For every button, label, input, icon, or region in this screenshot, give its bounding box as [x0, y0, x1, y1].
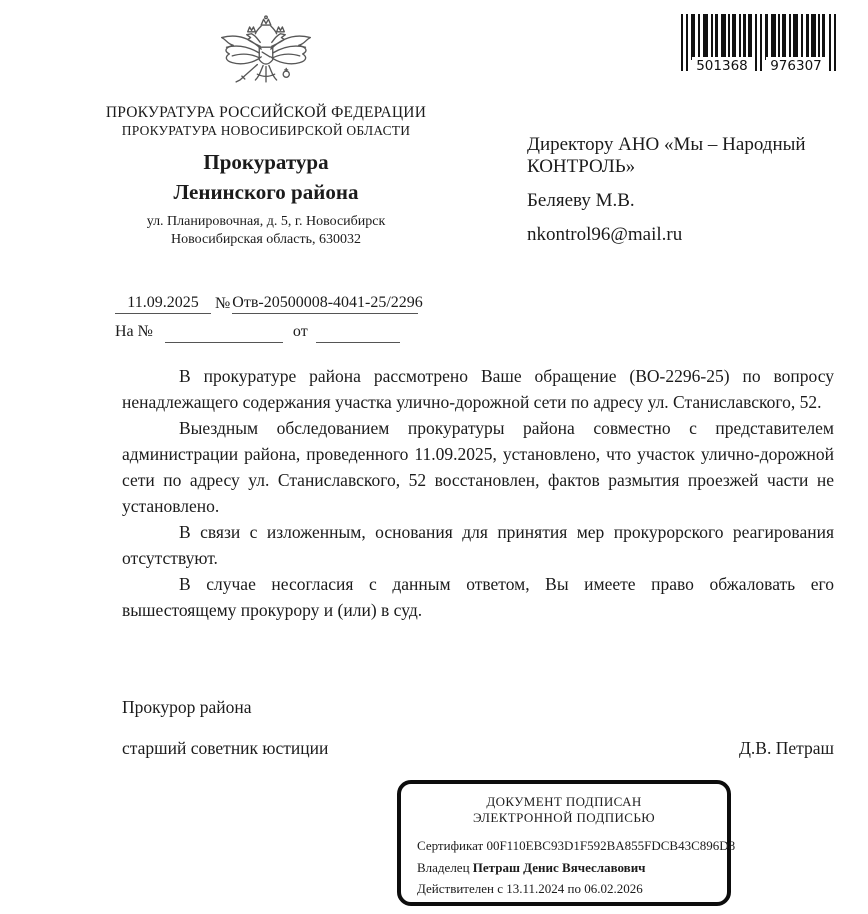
letter-body: [122, 363, 834, 623]
electronic-signature-stamp: [397, 780, 736, 906]
body-paragraph-2: Выездным обследованием прокуратуры района совместно с представителем администрации района, проведенного 11.09.2025, установлено, что участок улично-дорожной сети по адресу ул. Станиславского, 52 восстановлен, фактов размытия проезжей части не установлено.: [122, 418, 834, 516]
reference-block: [115, 294, 445, 343]
document-number: Отв-20500008-4041-25/2296: [232, 294, 418, 314]
stamp-validity-to: 06.02.2026: [584, 881, 643, 896]
stamp-validity-label: Действителен с: [417, 881, 503, 896]
reply-from-date-blank: [316, 324, 400, 343]
stamp-title-line1: ДОКУМЕНТ ПОДПИСАН: [486, 794, 642, 809]
addressee-person: Беляеву М.В.: [527, 190, 635, 211]
stamp-validity-row: [417, 878, 711, 900]
barcode-number-right: 976307: [766, 57, 826, 75]
reply-from-label: от: [292, 323, 308, 340]
body-paragraph-4: В случае несогласия с данным ответом, Вы имеете право обжаловать его вышестоящему прокурору и (или) в суд.: [122, 574, 834, 620]
signer-position-line2: старший советник юстиции: [122, 738, 329, 758]
stamp-validity-from: 13.11.2024: [506, 881, 565, 896]
stamp-certificate-label: Сертификат: [417, 838, 484, 853]
stamp-certificate-value: 00F110EBC93D1F592BA855FDCB43C896D8: [486, 838, 736, 853]
body-paragraph-1: В прокуратуре района рассмотрено Ваше обращение (ВО-2296-25) по вопросу ненадлежащего содержания участка улично-дорожной сети по адресу ул. Станиславского, 52.: [122, 366, 834, 412]
signer-name: Д.В. Петраш: [739, 738, 834, 758]
reply-to-number-blank: [165, 324, 283, 343]
office-address-line2: Новосибирская область, 630032: [171, 232, 361, 247]
stamp-owner-label: Владелец: [417, 859, 470, 875]
org-name-federation: ПРОКУРАТУРА РОССИЙСКОЙ ФЕДЕРАЦИИ: [105, 104, 427, 121]
document-date: 11.09.2025: [115, 294, 211, 314]
letterhead: [88, 12, 444, 249]
body-paragraph-3: В связи с изложенным, основания для принятия мер прокурорского реагирования отсутствуют.: [122, 522, 834, 568]
signature-block: [122, 697, 834, 759]
stamp-certificate-row: [417, 835, 736, 857]
addressee-block: [527, 134, 849, 258]
signer-position-line1: Прокурор района: [122, 697, 252, 717]
office-name-line2: Ленинского района: [173, 180, 359, 204]
document-barcode: [681, 14, 837, 76]
addressee-recipient: Директору АНО «Мы – Народный КОНТРОЛЬ»: [527, 134, 806, 177]
office-name-line1: Прокуратура: [203, 150, 329, 174]
office-address-line1: ул. Планировочная, д. 5, г. Новосибирск: [146, 214, 386, 229]
addressee-email: nkontrol96@mail.ru: [527, 224, 683, 245]
stamp-owner-value: Петраш Денис Вячеславович: [472, 859, 646, 875]
reply-to-label: На №: [115, 323, 153, 340]
stamp-title-line2: ЭЛЕКТРОННОЙ ПОДПИСЬЮ: [473, 810, 655, 825]
barcode-number-left: 501368: [692, 57, 752, 75]
stamp-validity-to-label: по: [567, 881, 581, 896]
org-name-region: ПРОКУРАТУРА НОВОСИБИРСКОЙ ОБЛАСТИ: [121, 123, 411, 138]
coat-of-arms-icon: [213, 12, 319, 99]
number-sign: №: [215, 295, 231, 312]
stamp-owner-row: [417, 857, 711, 879]
